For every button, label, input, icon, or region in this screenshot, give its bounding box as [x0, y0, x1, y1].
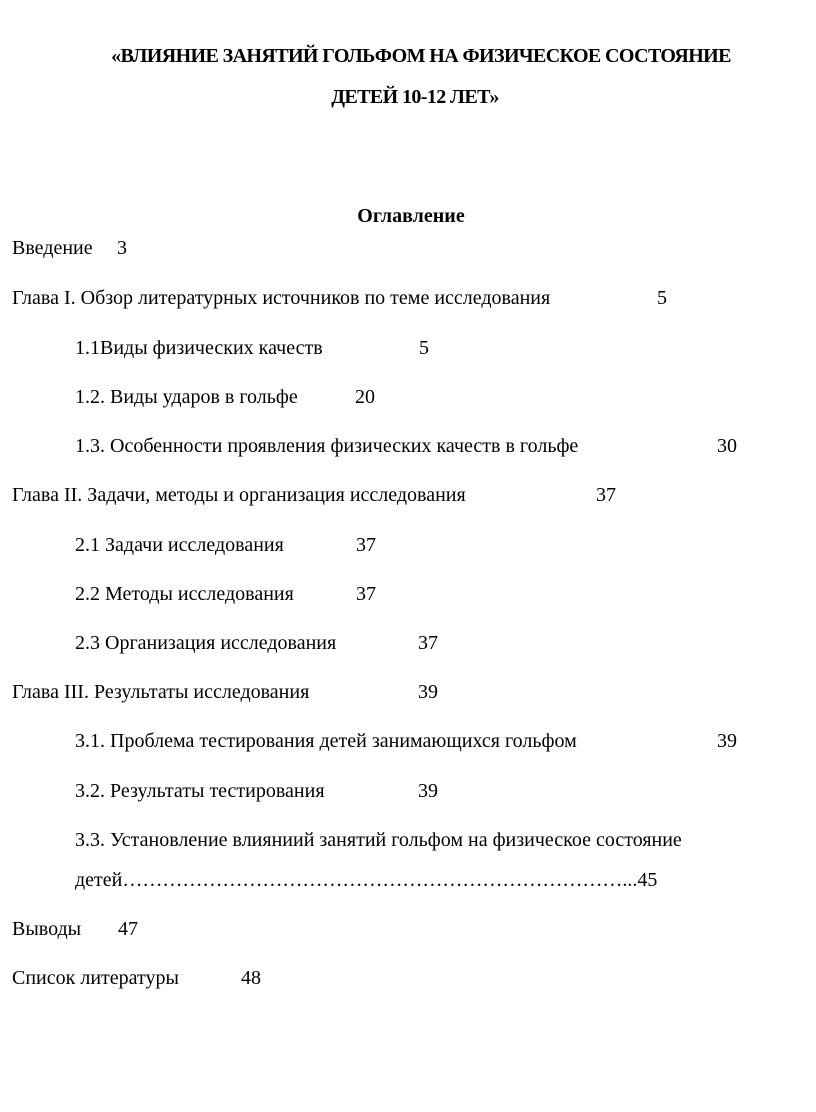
toc-entry-label: 1.2. Виды ударов в гольфе	[75, 386, 298, 408]
toc-entry-1-1	[75, 337, 429, 359]
toc-heading: Оглавление	[357, 205, 465, 227]
toc-entry-label: детей…………………………………………………………………...45	[75, 869, 658, 891]
toc-entry-page: 37	[356, 534, 376, 556]
toc-entry-page: 37	[356, 583, 376, 605]
toc-entry-page: 47	[118, 918, 138, 940]
toc-entry-label: 3.3. Установление влияниий занятий гольфом на физическое состояние	[75, 829, 682, 851]
toc-entry-label: Глава III. Результаты исследования	[12, 681, 310, 703]
toc-entry-page: 39	[418, 780, 438, 802]
toc-entry-chapter-1	[12, 287, 667, 309]
toc-entry-label: Список литературы	[12, 967, 179, 989]
toc-entry-label: 2.2 Методы исследования	[75, 583, 294, 605]
toc-entry-2-3	[75, 632, 438, 654]
toc-entry-page: 39	[418, 681, 438, 703]
toc-entry-introduction	[12, 237, 127, 259]
toc-entry-label: 1.1Виды физических качеств	[75, 337, 323, 359]
document-title-line-2: ДЕТЕЙ 10-12 ЛЕТ»	[331, 86, 499, 108]
toc-entry-page: 5	[419, 337, 429, 359]
toc-entry-label: 2.1 Задачи исследования	[75, 534, 284, 556]
toc-entry-page: 37	[596, 484, 616, 506]
toc-entry-label: Выводы	[12, 918, 82, 940]
toc-entry-label: Введение	[12, 237, 93, 259]
toc-entry-3-3-continuation	[75, 870, 657, 890]
toc-entry-label: 3.2. Результаты тестирования	[75, 780, 325, 802]
toc-entry-label: 2.3 Организация исследования	[75, 632, 337, 654]
toc-entry-label: 1.3. Особенности проявления физических качеств в гольфе	[75, 435, 579, 457]
toc-entry-page: 20	[355, 386, 375, 408]
toc-entry-2-1	[75, 534, 376, 556]
document-title-line-1: «ВЛИЯНИЕ ЗАНЯТИЙ ГОЛЬФОМ НА ФИЗИЧЕСКОЕ СОСТОЯНИЕ	[111, 45, 731, 67]
toc-entry-label: Глава I. Обзор литературных источников по теме исследования	[12, 287, 551, 309]
toc-entry-page: 5	[657, 287, 667, 309]
toc-entry-page: 48	[241, 967, 261, 989]
toc-entry-page: 39	[717, 730, 737, 752]
toc-entry-2-2	[75, 583, 376, 605]
toc-entry-page: 30	[717, 435, 737, 457]
toc-entry-page: 3	[117, 237, 127, 259]
toc-entry-1-2	[75, 386, 375, 408]
toc-entry-conclusions	[12, 918, 138, 940]
toc-entry-1-3	[75, 435, 737, 457]
toc-entry-label: Глава II. Задачи, методы и организация исследования	[12, 484, 466, 506]
toc-entry-references	[12, 967, 261, 989]
toc-entry-3-2	[75, 780, 438, 802]
toc-entry-3-3	[75, 830, 682, 850]
toc-entry-chapter-3	[12, 681, 438, 703]
toc-entry-label: 3.1. Проблема тестирования детей занимающихся гольфом	[75, 730, 577, 752]
toc-entry-page: 37	[418, 632, 438, 654]
toc-entry-chapter-2	[12, 484, 616, 506]
toc-entry-3-1	[75, 730, 737, 752]
